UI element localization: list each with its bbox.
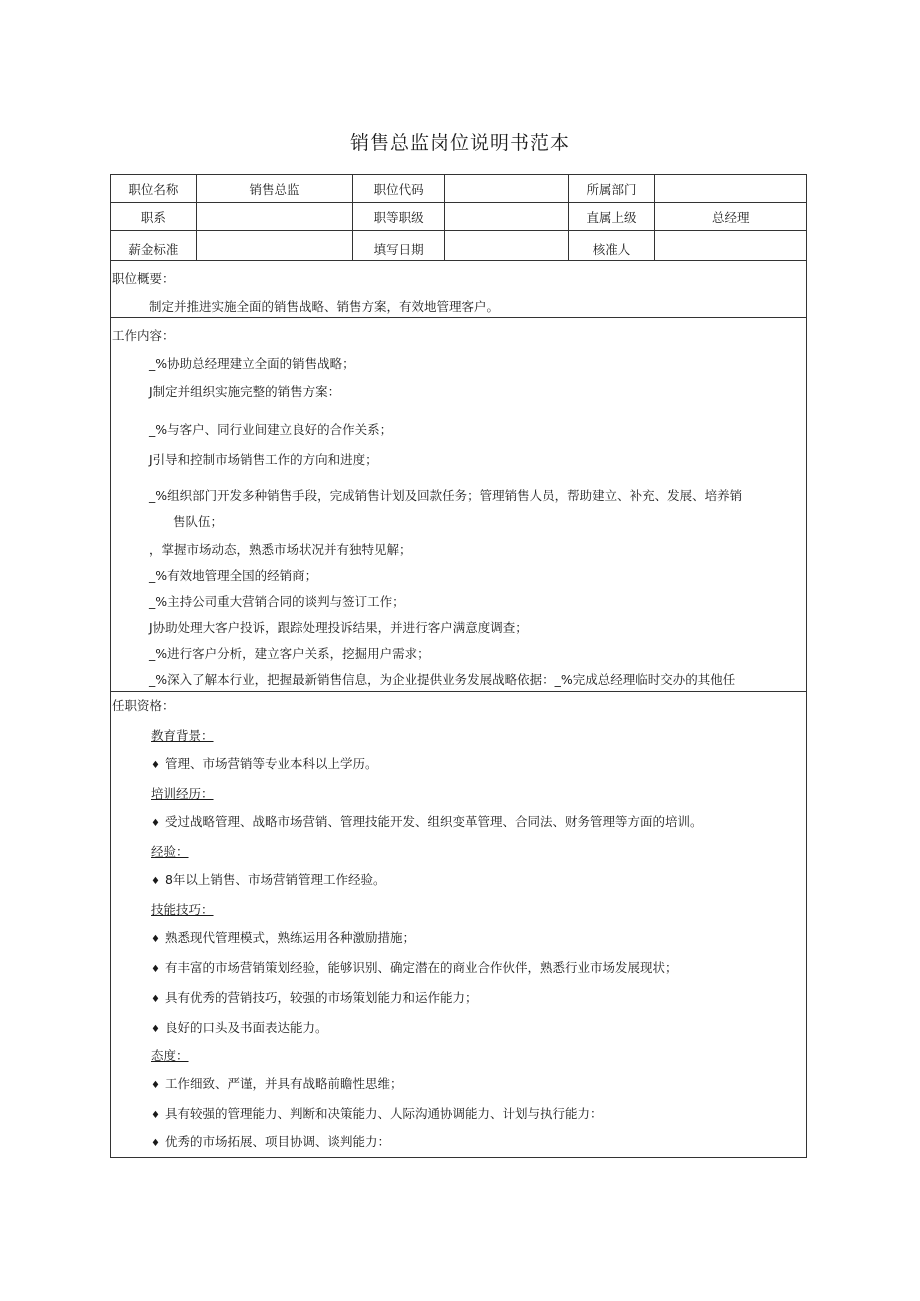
diamond-bullet-icon: ♦	[151, 1110, 160, 1121]
skills-item: ♦ 熟悉现代管理模式，熟练运用各种激励措施；	[151, 930, 415, 945]
value-fill-date	[445, 231, 569, 260]
label-position-name: 职位名称	[111, 175, 197, 202]
header-row	[111, 175, 806, 203]
value-supervisor: 总经理	[711, 209, 750, 225]
skills-heading: 技能技巧：	[151, 902, 214, 917]
header-row	[111, 231, 806, 261]
duty-item: J引导和控制市场销售工作的方向和进度；	[149, 452, 378, 467]
attitude-item: ♦ 优秀的市场拓展、项目协调、谈判能力：	[151, 1134, 390, 1149]
attitude-item: ♦ 工作细致、严谨，并具有战略前瞻性思维；	[151, 1076, 403, 1091]
skills-item: ♦ 良好的口头及书面表达能力。	[151, 1020, 328, 1035]
label-grade: 职等职级	[353, 203, 445, 230]
experience-heading: 经验：	[151, 844, 189, 859]
attitude-item: ♦ 具有较强的管理能力、判断和决策能力、人际沟通协调能力、计划与执行能力：	[151, 1106, 603, 1121]
diamond-bullet-icon: ♦	[151, 818, 160, 829]
overview-label: 职位概要：	[112, 271, 175, 286]
header-row	[111, 203, 806, 231]
diamond-bullet-icon: ♦	[151, 934, 160, 945]
diamond-bullet-icon: ♦	[151, 1024, 160, 1035]
value-grade	[445, 203, 569, 230]
education-item: ♦ 管理、市场营销等专业本科以上学历。	[151, 756, 378, 771]
duty-item: 售队伍；	[173, 514, 224, 529]
value-salary	[197, 231, 354, 260]
duty-item: _%主持公司重大营销合同的谈判与签订工作；	[149, 594, 405, 609]
value-position-code	[445, 175, 569, 202]
duty-item: J制定并组织实施完整的销售方案：	[149, 384, 341, 399]
diamond-bullet-icon: ♦	[151, 1138, 160, 1149]
duty-item: ，掌握市场动态，熟悉市场状况并有独特见解；	[149, 542, 412, 557]
duty-item: _%进行客户分析，建立客户关系，挖掘用户需求；	[149, 646, 430, 661]
qualifications-label: 任职资格：	[112, 698, 175, 713]
label-fill-date: 填写日期	[353, 231, 445, 260]
job-description-table	[110, 174, 807, 1158]
label-job-family: 职系	[111, 203, 197, 230]
training-heading: 培训经历：	[151, 786, 214, 801]
duty-item: _%与客户、同行业间建立良好的合作关系；	[149, 422, 393, 437]
qualifications-section	[111, 692, 806, 1158]
duty-item: _%协助总经理建立全面的销售战略；	[149, 356, 355, 371]
label-supervisor: 直属上级	[569, 203, 656, 230]
attitude-heading: 态度：	[151, 1048, 189, 1063]
diamond-bullet-icon: ♦	[151, 876, 160, 887]
experience-item: ♦ 8年以上销售、市场营销管理工作经验。	[151, 872, 386, 887]
label-salary: 薪金标准	[111, 231, 197, 260]
training-item: ♦ 受过战略管理、战略市场营销、管理技能开发、组织变革管理、合同法、财务管理等方面的培训。	[151, 814, 703, 829]
duty-item: _%组织部门开发多种销售手段，完成销售计划及回款任务；管理销售人员，帮助建立、补充、发展、培养销	[149, 488, 743, 503]
duties-section	[111, 318, 806, 692]
skills-item: ♦ 有丰富的市场营销策划经验，能够识别、确定潜在的商业合作伙伴，熟悉行业市场发展现状；	[151, 960, 678, 975]
overview-text: 制定并推进实施全面的销售战略、销售方案，有效地管理客户。	[149, 299, 500, 314]
overview-section	[111, 261, 806, 318]
skills-item: ♦ 具有优秀的营销技巧，较强的市场策划能力和运作能力；	[151, 990, 478, 1005]
duties-label: 工作内容：	[112, 328, 175, 343]
duty-item: _%有效地管理全国的经销商；	[149, 568, 318, 583]
duty-item: _%深入了解本行业，把握最新销售信息，为企业提供业务发展战略依据：_%完成总经理临时交办的其他任	[149, 672, 736, 687]
duty-item: J协助处理大客户投诉，跟踪处理投诉结果，并进行客户满意度调查；	[149, 620, 528, 635]
label-approver: 核准人	[569, 231, 656, 260]
value-department	[655, 175, 806, 202]
value-job-family	[197, 203, 354, 230]
label-department: 所属部门	[569, 175, 656, 202]
value-approver	[655, 231, 806, 260]
diamond-bullet-icon: ♦	[151, 964, 160, 975]
diamond-bullet-icon: ♦	[151, 760, 160, 771]
diamond-bullet-icon: ♦	[151, 994, 160, 1005]
education-heading: 教育背景：	[151, 728, 214, 743]
label-position-code: 职位代码	[353, 175, 445, 202]
value-position-name: 销售总监	[197, 175, 354, 202]
diamond-bullet-icon: ♦	[151, 1080, 160, 1091]
page-title: 销售总监岗位说明书范本	[349, 132, 570, 154]
